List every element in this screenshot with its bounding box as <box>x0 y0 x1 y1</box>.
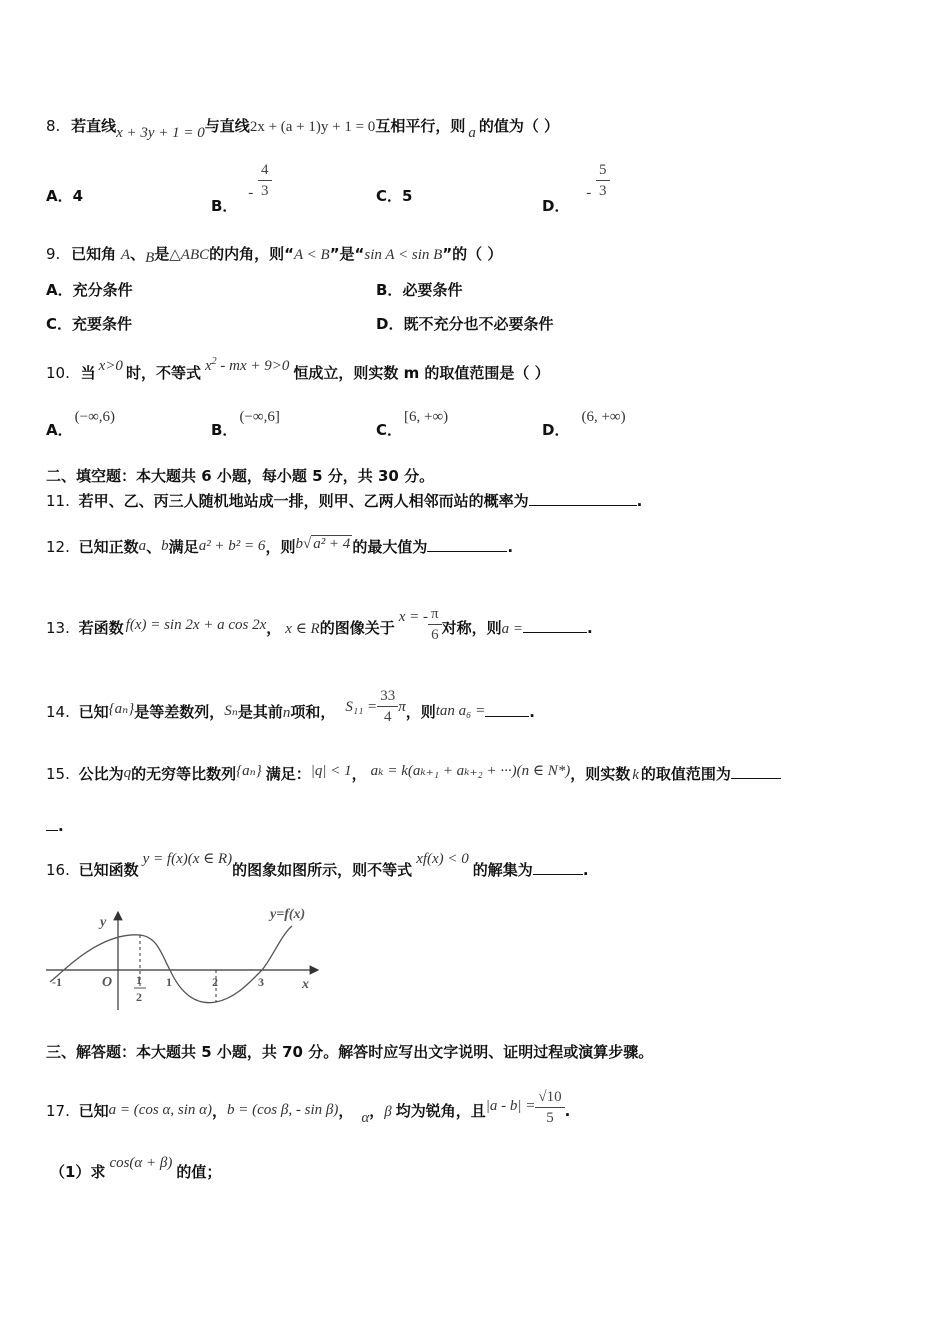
q13-axis-fraction <box>428 604 442 645</box>
q10-option-b-value: (−∞,6] <box>239 409 280 425</box>
q17-vector-a: a = (cos α, sin α) <box>108 1102 213 1118</box>
q14-pi: π <box>398 699 406 715</box>
q15-text-5: ，则实数 <box>570 765 631 783</box>
q14-n: n <box>282 705 291 721</box>
q10-stem <box>46 356 550 384</box>
q14-text-1: 已知 <box>78 703 109 721</box>
q9-option-a-label: A． <box>46 281 73 299</box>
q9-text-1: 已知角 <box>71 245 117 263</box>
q13-number: 13. <box>46 619 70 637</box>
q10-inequality-rest: - mx + 9>0 <box>216 358 290 374</box>
q10-option-d-label: D． <box>542 421 570 439</box>
q16-function: y = f(x)(x ∈ R) <box>142 851 233 867</box>
q10-text-2: 时，不等式 <box>125 364 201 382</box>
q9-option-d-label: D． <box>376 315 404 333</box>
q17-text-4: 均为锐角，且 <box>395 1102 486 1120</box>
q8-option-b-label: B． <box>211 197 238 215</box>
q10-condition: x>0 <box>98 358 123 374</box>
q12-text-2: 满足 <box>168 538 199 556</box>
q9-option-d[interactable] <box>376 314 553 334</box>
q16 <box>46 851 589 881</box>
q17-denominator: 5 <box>546 1110 554 1126</box>
q14-s11: S₁₁ = <box>345 699 378 715</box>
q10-option-c-label: C． <box>376 421 403 439</box>
q14-ask: tan a₆ = <box>435 703 486 719</box>
q12-text-3: ，则 <box>265 538 296 556</box>
q15 <box>46 764 781 785</box>
q15-number: 15. <box>46 765 70 783</box>
q15-answer-blank-continued[interactable] <box>46 816 58 831</box>
q9-stem <box>46 244 502 265</box>
q12-number: 12. <box>46 538 70 556</box>
q10-option-a-label: A． <box>46 421 73 439</box>
q9-option-d-text: 既不充分也不必要条件 <box>403 315 554 333</box>
q15-text-2: 的无穷等比数列 <box>131 765 237 783</box>
q14-fraction <box>377 686 398 727</box>
q9-number: 9. <box>46 245 61 263</box>
q8-option-d-denominator: 3 <box>599 183 607 199</box>
q9-separator: 、 <box>130 245 146 263</box>
q13-axis-prefix: x = - <box>398 609 429 625</box>
q11-number: 11. <box>46 492 70 510</box>
q13-end: . <box>587 619 593 637</box>
q10-option-b-label: B． <box>211 421 238 439</box>
graph-tick-half-den: 2 <box>136 990 142 1004</box>
q17-text-1: 已知 <box>78 1102 109 1120</box>
q9-triangle: △ABC <box>169 247 210 263</box>
q13-answer-blank[interactable] <box>523 618 587 633</box>
q12 <box>46 537 513 558</box>
function-curve <box>50 926 292 1003</box>
q13 <box>46 608 593 649</box>
q10-option-a-value: (−∞,6) <box>74 409 116 425</box>
q13-text-4: 对称，则 <box>441 619 502 637</box>
q15-continuation <box>46 816 64 836</box>
q16-end: . <box>582 861 589 879</box>
q8-option-c[interactable] <box>376 186 412 206</box>
q15-text-3: 满足： <box>265 765 311 783</box>
graph-x-label: x <box>302 977 309 992</box>
q14-numerator: 33 <box>377 686 398 707</box>
q10-inequality <box>205 358 289 374</box>
q8-text-1: 若直线 <box>71 117 117 135</box>
q11 <box>46 491 642 511</box>
q9-text-2: 是 <box>154 245 170 263</box>
q14-text-2: 是等差数列， <box>134 703 225 721</box>
q13-function: f(x) = sin 2x + a cos 2x <box>125 617 267 633</box>
q9-angle-b: B <box>145 250 155 266</box>
q10-option-c-value: [6, +∞) <box>404 409 449 425</box>
q14-sequence: {aₙ} <box>108 701 135 717</box>
q9-condition-2: sin A < sin B <box>364 247 443 263</box>
q8-option-c-value: 5 <box>402 187 413 205</box>
q15-sequence: {aₙ} <box>236 763 262 779</box>
q8-option-b[interactable] <box>211 160 272 215</box>
q8-option-d-fraction <box>596 160 610 201</box>
q10-number: 10. <box>46 364 70 382</box>
q15-k: k <box>632 767 639 783</box>
q12-text-4: 的最大值为 <box>352 538 428 556</box>
q11-answer-blank[interactable] <box>529 491 637 506</box>
q10-text-3: 恒成立，则实数 m 的取值范围是（ ） <box>293 364 550 382</box>
q13-text-3: 的图像关于 <box>319 619 395 637</box>
q8-option-d[interactable] <box>542 160 610 215</box>
q9-option-c[interactable] <box>46 314 132 334</box>
q11-text: 若甲、乙、丙三人随机地站成一排，则甲、乙两人相邻而站的概率为 <box>78 492 529 510</box>
q12-var-a: a <box>138 538 147 554</box>
q14-text-5: ，则 <box>405 703 436 721</box>
q14-text-3: 是其前 <box>237 703 283 721</box>
q12-condition: a² + b² = 6 <box>198 538 266 554</box>
graph-tick-1: 1 <box>166 975 172 989</box>
q15-condition-1: |q| < 1 <box>310 763 352 779</box>
q12-var-b: b <box>161 538 169 554</box>
q8-option-b-sign: - <box>248 185 254 201</box>
q17-end: . <box>564 1102 571 1120</box>
q8-text-4: 的值为（ ） <box>478 117 560 135</box>
q13-domain: x ∈ R <box>285 621 320 637</box>
section-3-heading: 三、解答题：本大题共 5 小题，共 70 分。解答时应写出文字说明、证明过程或演算步骤。 <box>46 1043 654 1061</box>
q12-answer-blank[interactable] <box>427 537 507 552</box>
q13-axis-denominator: 6 <box>431 627 439 643</box>
q17-number: 17. <box>46 1102 70 1120</box>
q14-number: 14. <box>46 703 70 721</box>
q12-separator: 、 <box>146 538 162 556</box>
q10-option-c[interactable] <box>376 409 449 441</box>
q11-end: . <box>636 492 643 510</box>
q10-option-b[interactable] <box>211 409 280 441</box>
q8-text-2: 与直线 <box>204 117 250 135</box>
q9-condition-1: A < B <box>294 247 330 263</box>
q12-expression-b: b <box>295 536 303 552</box>
q13-text-2: ， <box>266 619 282 637</box>
q10-option-d-value: (6, +∞) <box>581 409 626 425</box>
q9-option-c-label: C． <box>46 315 73 333</box>
q12-radical-sign: √ <box>302 536 312 552</box>
q15-text-6: 的取值范围为 <box>640 765 731 783</box>
q8-line1-equation: x + 3y + 1 = 0 <box>116 125 205 141</box>
graph-curve-label: y=f(x) <box>270 907 306 922</box>
q13-ask: a = <box>501 621 523 637</box>
q9-option-b-text: 必要条件 <box>402 281 463 299</box>
q15-text-4: ， <box>351 765 367 783</box>
q17-alpha: α <box>361 1110 370 1126</box>
q9-text-5: ”的（ ） <box>442 245 503 263</box>
q17-separator: ， <box>369 1102 385 1120</box>
q13-text-1: 若函数 <box>78 619 124 637</box>
q8-option-a[interactable] <box>46 186 83 206</box>
q16-text-1: 已知函数 <box>78 861 139 879</box>
q15-condition-2: aₖ = k(aₖ₊₁ + aₖ₊₂ + ···)(n ∈ N*) <box>370 763 571 779</box>
q8-option-b-fraction <box>258 160 272 201</box>
q10-inequality-base: x <box>204 358 212 374</box>
q15-answer-blank[interactable] <box>731 764 781 779</box>
graph-origin-label: O <box>102 975 113 990</box>
q8-option-d-numerator: 5 <box>596 160 610 181</box>
q15-q: q <box>123 765 132 781</box>
graph-tick-neg1: -1 <box>52 975 62 989</box>
q17-text-2: ， <box>212 1102 228 1120</box>
q12-end: . <box>507 538 514 556</box>
q13-axis-numerator: π <box>428 604 442 625</box>
q9-option-c-text: 充要条件 <box>72 315 133 333</box>
q8-option-c-label: C． <box>376 187 403 205</box>
q9-option-a[interactable] <box>46 280 133 300</box>
q17-part1-label: （1）求 <box>50 1163 106 1181</box>
q17-text-3: ， <box>338 1102 354 1120</box>
q17-numerator: √10 <box>535 1087 564 1108</box>
q16-function-graph <box>40 898 330 1016</box>
q12-text-1: 已知正数 <box>78 538 139 556</box>
q17-part1-expression: cos(α + β) <box>109 1155 173 1171</box>
q10-inequality-exp: 2 <box>211 356 217 367</box>
q16-text-3: 的解集为 <box>472 861 533 879</box>
q8-variable: a <box>468 125 476 141</box>
section-2-heading: 二、填空题：本大题共 6 小题，每小题 5 分，共 30 分。 <box>46 467 435 485</box>
q16-inequality: xf(x) < 0 <box>416 851 469 867</box>
graph-tick-3: 3 <box>258 975 264 989</box>
q8-line2-equation: 2x + (a + 1)y + 1 = 0 <box>249 119 376 135</box>
q17-part-1 <box>50 1155 222 1183</box>
q16-answer-blank[interactable] <box>533 860 583 875</box>
q17-abs-expression: |a - b| = <box>485 1098 536 1114</box>
q17 <box>46 1091 570 1132</box>
q14-answer-blank[interactable] <box>485 702 529 717</box>
q9-option-b[interactable] <box>376 280 462 300</box>
q8-text-3: 互相平行，则 <box>375 117 466 135</box>
q17-vector-b: b = (cos β, - sin β) <box>227 1102 339 1118</box>
q8-number: 8. <box>46 117 61 135</box>
q16-number: 16. <box>46 861 70 879</box>
q14-denominator: 4 <box>383 709 392 725</box>
q17-fraction <box>535 1087 564 1128</box>
q8-option-b-denominator: 3 <box>261 183 269 199</box>
q9-angle-a: A <box>120 247 131 263</box>
q17-beta: β <box>384 1104 392 1120</box>
q9-option-b-label: B． <box>376 281 403 299</box>
q10-text-1: 当 <box>80 364 96 382</box>
q9-option-a-text: 充分条件 <box>72 281 133 299</box>
graph-tick-half-num: 1 <box>136 973 142 987</box>
q10-option-d[interactable] <box>542 409 626 441</box>
q15-end: . <box>58 817 64 835</box>
q12-radicand: a² + 4 <box>313 536 351 552</box>
q14 <box>46 688 535 733</box>
graph-y-label: y <box>100 915 107 930</box>
q8-option-a-value: 4 <box>72 187 84 205</box>
q8-option-a-label: A． <box>46 187 73 205</box>
q14-end: . <box>529 703 535 721</box>
q8-option-d-sign: - <box>586 185 592 201</box>
q10-option-a[interactable] <box>46 409 116 441</box>
q8-stem <box>46 116 560 141</box>
q8-option-b-numerator: 4 <box>258 160 272 181</box>
q14-text-4: 项和， <box>290 703 336 721</box>
q8-option-d-label: D． <box>542 197 570 215</box>
graph-tick-2: 2 <box>212 975 218 989</box>
q17-part1-end: 的值； <box>176 1163 222 1181</box>
q15-text-1: 公比为 <box>78 765 124 783</box>
q14-sum-symbol: Sₙ <box>224 703 238 719</box>
q9-text-4: ”是“ <box>329 245 365 263</box>
q16-text-2: 的图象如图所示，则不等式 <box>232 861 413 879</box>
q9-text-3: 的内角，则“ <box>209 245 294 263</box>
